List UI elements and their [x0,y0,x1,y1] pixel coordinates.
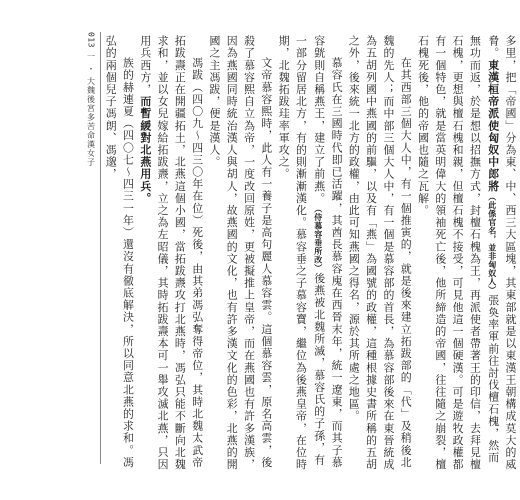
text-run: 文帝慕容熙時，此人有一養子是高句麗人慕容雲。這個慕容雲，原名高雲，後殺了慕容熙自立為帝，一度改回原姓，更被擬推上皇帝，而在燕國也有許多漢族，因為燕國同時統治漢人與胡人，故燕國的文化，也有許多漢文化的色彩，北燕的開國之主馮跋，便是漢人。 [207,35,273,471]
paragraph [206,35,275,475]
paragraph [414,35,519,475]
text-run: 張奐率軍前往討伐檀石槐，然而無功而返，於是想以招撫方式，封檀石槐為王，再派使者帶著王的印信，去拜見檀石槐，更想與檀石槐和親，但檀石槐不接受，可見他這一個硬漢。可是遊牧政權都有一個特色，就是當英明偉大的領袖死亡後，他所締造的帝國，往往隨之崩裂，檀石槐死後，他的帝國也隨之瓦解。 [416,35,500,471]
inline-note: （此係官名，並非匈奴人） [487,192,498,295]
paragraph [136,35,205,475]
running-header [84,32,98,167]
chapter-title: 一 ・ 大魏後宮多苦命漢女子 [86,51,96,168]
header-divider [100,32,101,464]
text-run: 後燕被北魏所滅，慕容氏的子孫，有一部分留居北方，有的則漸漸漢化。慕容垂之子慕容寶，繼位為後燕皇帝，在位時期，北魏拓跋珪率軍攻之。 [277,35,326,471]
inline-note: （侍慕容垂所改） [313,204,324,273]
page-number: 013 [86,32,96,48]
text-run: 馮跋（四〇九～四三〇年在位）死後，由其弟馮弘奪得帝位，其時北魏太武帝拓跋燾正在開疆拓土，北燕這個小國，當拓跋燾攻打北燕時，馮弘只能不斷向北魏求和，並以女兒嫁給拓跋燾，立之為左昭儀，其時拓跋燾本可一舉攻滅北燕，只因用兵西方， [138,35,204,471]
emphasized-text: 而暫緩對北燕用兵。 [138,95,152,205]
paragraph [275,35,345,475]
text-run: 族的赫連夏（四〇七～四三一年）還沒有徹底解決，所以同意北燕的求和。馮弘的兩個兒子馮朗、馮邈， [104,35,135,469]
text-run: 慕容氏在三國時代即已活躍，其酋長慕容廆在西晉末年，統一遼東，而其子慕容皝則自稱燕王，建立了前燕。 [312,35,344,469]
text-run: 在其西部三個大人中，有一個推寅的，就是後來建立拓跋部的「代」及稍後北魏的先人；而中部三個大人中，有一個是慕容部的首長，為慕容部後來在東晉統成為五胡列國中燕國的前驅，以及有「燕」為國號的政權，這種根據史書所稱的五胡之外，後來統一北方的政權，由此可知燕國之得名，源於其所處之地區。 [347,35,413,471]
text-run: 多里，把「帝國」分為東、中、西三大區塊，其東部就是以東漢王朝構成莫大的威脅。 [486,35,517,471]
paragraph [345,35,414,475]
emphasized-text: 東漢桓帝派使匈奴中郎將 [486,59,500,193]
body-text [104,35,519,475]
paragraph [102,35,137,475]
